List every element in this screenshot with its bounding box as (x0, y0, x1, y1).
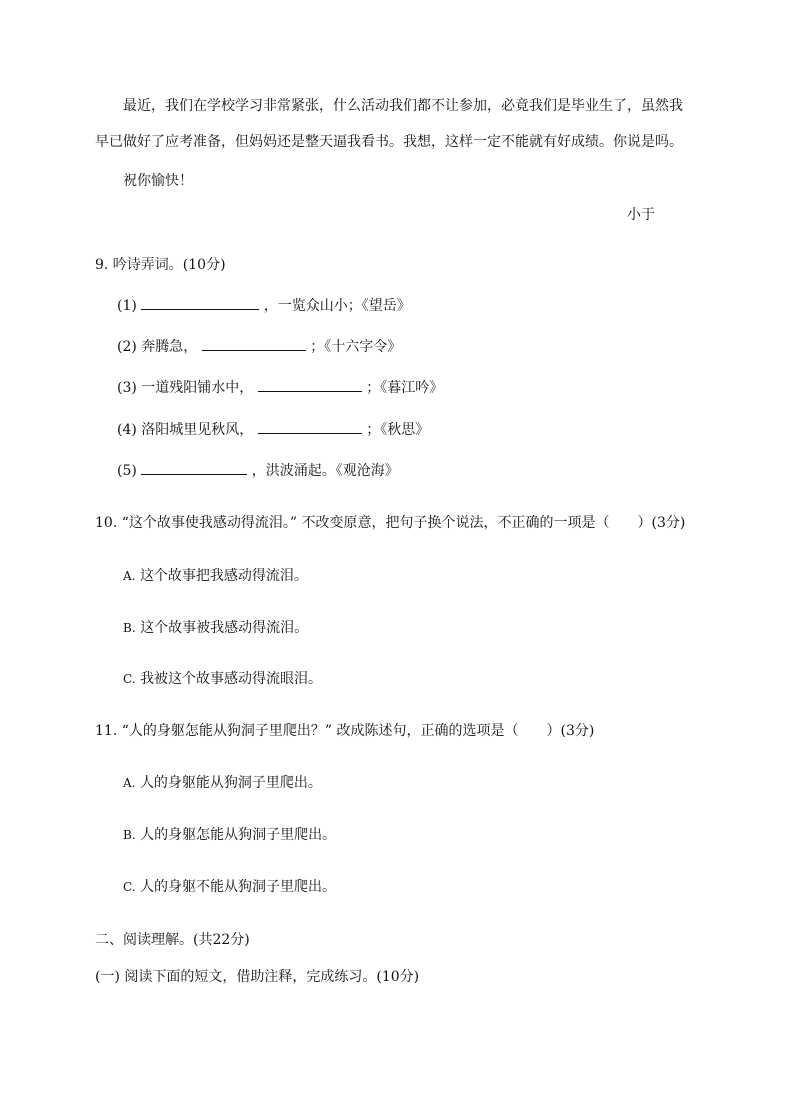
option-text: 我被这个故事感动得流眼泪。 (140, 671, 323, 687)
answer-blank[interactable] (258, 377, 362, 392)
q10-option-c[interactable] (123, 668, 322, 688)
option-letter: A. (123, 776, 136, 790)
q9-item-num: (4) (117, 422, 137, 438)
option-letter: C. (123, 880, 136, 894)
answer-blank[interactable] (141, 295, 259, 310)
q11-option-b[interactable] (123, 824, 336, 844)
q9-item-2 (117, 336, 401, 356)
q9-item-before: 奔腾急， (141, 339, 198, 355)
q9-item-4 (117, 419, 429, 439)
option-letter: B. (123, 828, 136, 842)
q9-item-after: ，洪波涌起。《观沧海》 (251, 463, 399, 479)
q9-item-after: ；《秋思》 (366, 422, 430, 438)
q11-title: 11. “人的身躯怎能从狗洞子里爬出？” 改成陈述句，正确的选项是（ ）(3分) (95, 723, 595, 739)
section-2-title: 二、阅读理解。(共22分) (95, 932, 250, 948)
letter-body: 最近，我们在学校学习非常紧张，什么活动我们都不让参加，必竟我们是毕业生了，虽然我早已做好了应考准备，但妈妈还是整天逼我看书。我想，这样一定不能就有好成绩。你说是吗。 (95, 98, 683, 150)
q9-item-before: 洛阳城里见秋风， (141, 422, 254, 438)
letter-closing: 祝你愉快！ (123, 173, 193, 189)
answer-blank[interactable] (141, 460, 247, 475)
q11-option-a[interactable] (123, 772, 322, 792)
q9-item-after: ；《十六字令》 (310, 339, 402, 355)
q9-item-num: (1) (117, 298, 137, 314)
q9-item-1 (117, 295, 411, 315)
q11-option-c[interactable] (123, 876, 336, 896)
option-text: 人的身躯不能从狗洞子里爬出。 (140, 879, 337, 895)
answer-blank[interactable] (202, 336, 306, 351)
option-text: 人的身躯能从狗洞子里爬出。 (139, 775, 322, 791)
answer-blank[interactable] (258, 419, 362, 434)
option-letter: B. (123, 621, 136, 635)
q9-title: 9. 吟诗弄词。(10分) (95, 257, 226, 273)
q9-item-after: ；《暮江吟》 (366, 380, 444, 396)
q9-item-before: 一道残阳铺水中， (141, 380, 254, 396)
option-text: 这个故事把我感动得流泪。 (139, 568, 308, 584)
q10-option-a[interactable] (123, 565, 308, 585)
q9-item-3 (117, 377, 443, 397)
letter-signature: 小于 (627, 207, 655, 223)
section-2-sub-1: (一) 阅读下面的短文，借助注释，完成练习。(10分) (95, 969, 420, 985)
q9-item-num: (5) (117, 463, 137, 479)
q9-item-num: (2) (117, 339, 137, 355)
option-letter: C. (123, 672, 136, 686)
q9-item-num: (3) (117, 380, 137, 396)
q10-option-b[interactable] (123, 617, 308, 637)
option-text: 这个故事被我感动得流泪。 (140, 620, 309, 636)
q10-title: 10. “这个故事使我感动得流泪。” 不改变原意，把句子换个说法，不正确的一项是（ ）(3分) (95, 515, 686, 531)
q9-item-5 (117, 460, 399, 480)
q9-item-after: ，一览众山小；《望岳》 (263, 298, 411, 314)
option-text: 人的身躯怎能从狗洞子里爬出。 (140, 827, 337, 843)
option-letter: A. (123, 569, 136, 583)
